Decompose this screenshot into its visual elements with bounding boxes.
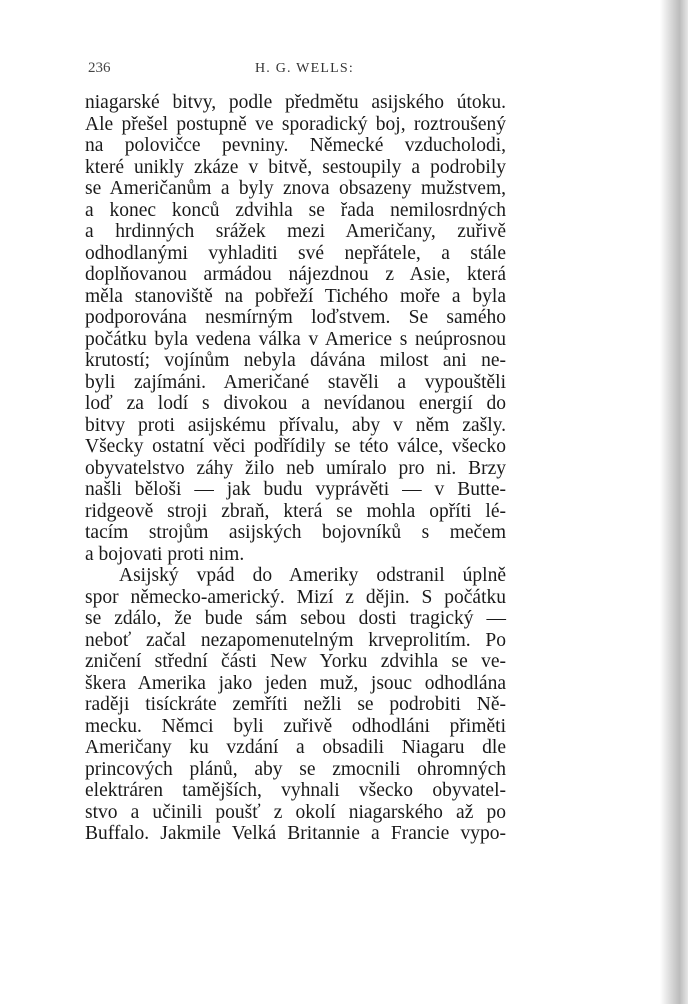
text-line: niagarské bitvy, podle předmětu asijského útoku.	[85, 92, 506, 113]
running-title: H. G. WELLS:	[255, 61, 354, 76]
text-line: počátku byla vedena válka v Americe s neúprosnou	[85, 328, 506, 350]
text-line: Všecky ostatní věci podřídily se této válce, všecko	[85, 436, 506, 457]
text-line: a hrdinných srážek mezi Američany, zuřivě	[85, 221, 506, 242]
text-line: Asijský vpád do Ameriky odstranil úplně	[119, 565, 506, 586]
text-line: Ale přešel postupně ve sporadický boj, roztroušený	[85, 113, 506, 135]
page-number: 236	[88, 60, 111, 76]
text-line: se Američanům a byly znova obsazeny mužstvem,	[85, 178, 506, 199]
text-line: loď za lodí s divokou a nevídanou energií do	[85, 393, 506, 414]
text-line: Buffalo. Jakmile Velká Britannie a Francie vypo-	[85, 823, 506, 844]
paragraph	[85, 92, 506, 565]
text-line: které unikly zkáze v bitvě, sestoupily a podrobily	[85, 156, 506, 178]
text-line: podporována nesmírným loďstvem. Se samého	[85, 307, 506, 328]
text-line: byli zajímáni. Američané stavěli a vypouštěli	[85, 371, 506, 393]
text-line: na polovičce pevniny. Německé vzducholodi,	[85, 135, 506, 156]
text-line: našli běloši — jak budu vyprávěti — v Butte-	[85, 479, 506, 500]
text-line: spor německo-americký. Mizí z dějin. S počátku	[85, 586, 506, 608]
text-line: neboť začal nezapomenutelným krveprolitím. Po	[85, 629, 506, 651]
text-line: a konec konců zdvihla se řada nemilosrdných	[85, 199, 506, 221]
text-line: se zdálo, že bude sám sebou dosti tragický —	[85, 608, 506, 629]
text-line: odhodlanými vyhladiti své nepřátele, a stále	[85, 242, 506, 264]
text-line: mecku. Němci byli zuřivě odhodláni přiměti	[85, 715, 506, 737]
text-line: princových plánů, aby se zmocnili ohromných	[85, 758, 506, 780]
paragraph	[85, 565, 506, 845]
text-line: elektráren tamějších, vyhnali všecko obyvatel-	[85, 780, 506, 801]
text-line: ridgeově stroji zbraň, která se mohla opříti lé-	[85, 500, 506, 522]
text-line: stvo a učinili poušť z okolí niagarského až po	[85, 801, 506, 823]
text-line: škera Amerika jako jeden muž, jsouc odhodlána	[85, 672, 506, 694]
page-edge-shadow	[660, 0, 688, 1004]
text-line: obyvatelstvo záhy žilo neb umíralo pro ni. Brzy	[85, 457, 506, 479]
text-line: Američany ku vzdání a obsadili Niagaru dle	[85, 737, 506, 758]
text-line: bitvy proti asijskému přívalu, aby v něm zašly.	[85, 414, 506, 436]
text-line: doplňovanou armádou nájezdnou z Asie, která	[85, 264, 506, 285]
text-line: zničení střední části New Yorku zdvihla se ve-	[85, 651, 506, 672]
text-line: a bojovati proti nim.	[85, 543, 245, 565]
body-text	[85, 92, 506, 845]
text-line: raději tisíckráte zemříti nežli se podrobiti Ně-	[85, 694, 506, 715]
text-line: měla stanoviště na pobřeží Tichého moře a byla	[85, 285, 506, 307]
text-line: tacím strojům asijských bojovníků s mečem	[85, 522, 506, 543]
text-line: krutostí; vojínům nebyla dávána milost ani ne-	[85, 350, 506, 371]
